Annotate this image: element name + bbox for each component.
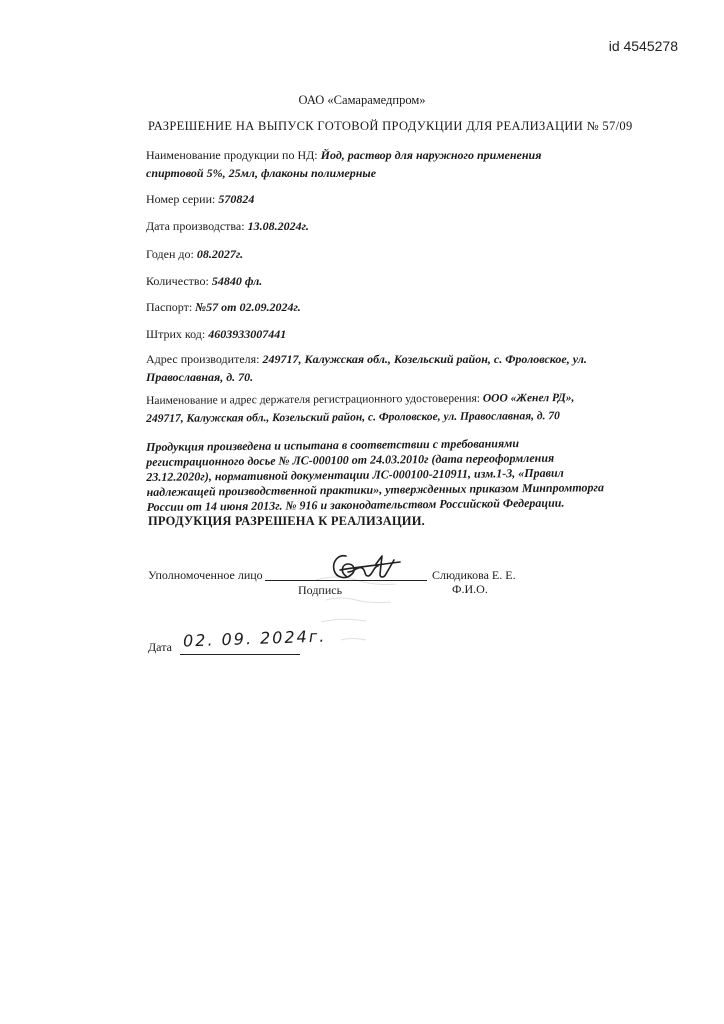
passport-label: Паспорт: [146, 300, 193, 314]
expiry-label: Годен до: [146, 247, 194, 261]
holder-value: ООО «Женел РД», 249717, Калужская обл., Козельский район, с. Фроловское, ул. Православная, д. 70 [146, 392, 575, 425]
field-manufacturer-address [146, 350, 591, 386]
signature-caption: Подпись [298, 583, 343, 597]
field-passport [146, 298, 301, 316]
date-label: Дата [148, 640, 172, 654]
date-value: 02. 09. 2024г. [182, 626, 327, 651]
passport-value: №57 от 02.09.2024г. [195, 300, 301, 314]
field-quantity [146, 272, 262, 290]
fio-caption: Ф.И.О. [452, 582, 488, 596]
holder-label: Наименование и адрес держателя регистрационного удостоверения: [146, 392, 481, 407]
authorized-person-label: Уполномоченное лицо [148, 568, 263, 582]
manufacturer-label: Адрес производителя: [146, 352, 260, 366]
field-holder [146, 389, 601, 428]
series-value: 570824 [218, 192, 255, 206]
product-value: Йод, раствор для наружного применения спиртовой 5%, 25мл, флаконы полимерные [146, 148, 542, 180]
product-label: Наименование продукции по НД: [146, 148, 318, 162]
organization-name: ОАО «Самарамедпром» [298, 93, 426, 107]
approval-statement: ПРОДУКЦИЯ РАЗРЕШЕНА К РЕАЛИЗАЦИИ. [148, 514, 425, 528]
mfg-date-label: Дата производства: [146, 219, 245, 233]
series-label: Номер серии: [146, 192, 216, 206]
quantity-value: 54840 фл. [211, 274, 263, 288]
expiry-value: 08.2027г. [196, 247, 244, 261]
date-line [180, 654, 300, 655]
field-mfg-date [146, 217, 309, 235]
manufacturer-value: 249717, Калужская обл., Козельский район, с. Фроловское, ул. Православная, д. 70. [146, 352, 587, 384]
field-series [146, 190, 254, 208]
document-id: id 4545278 [608, 38, 678, 54]
authorized-person-name: Слюдикова Е. Е. [432, 568, 516, 582]
mfg-date-value: 13.08.2024г. [247, 219, 309, 233]
quantity-label: Количество: [146, 274, 209, 288]
document-title: РАЗРЕШЕНИЕ НА ВЫПУСК ГОТОВОЙ ПРОДУКЦИИ ДЛЯ РЕАЛИЗАЦИИ № 57/09 [148, 119, 633, 133]
field-product [146, 146, 596, 182]
barcode-label: Штрих код: [146, 327, 206, 341]
barcode-value: 4603933007441 [208, 327, 287, 341]
field-expiry [146, 245, 243, 263]
compliance-paragraph: Продукция произведена и испытана в соответствии с требованиями регистрационного досье № ЛС-000100 от 24.03.2010г (дата переоформления 23.12.2020г), нормативной документации ЛС-000100-210911, изм.1-3, «Правил надлежащей производственной практики», утвержденных приказом Минпромторга России от 14 июня 2013г. № 916 и законодательством Российской Федерации. [146, 436, 604, 514]
field-barcode [146, 325, 286, 343]
